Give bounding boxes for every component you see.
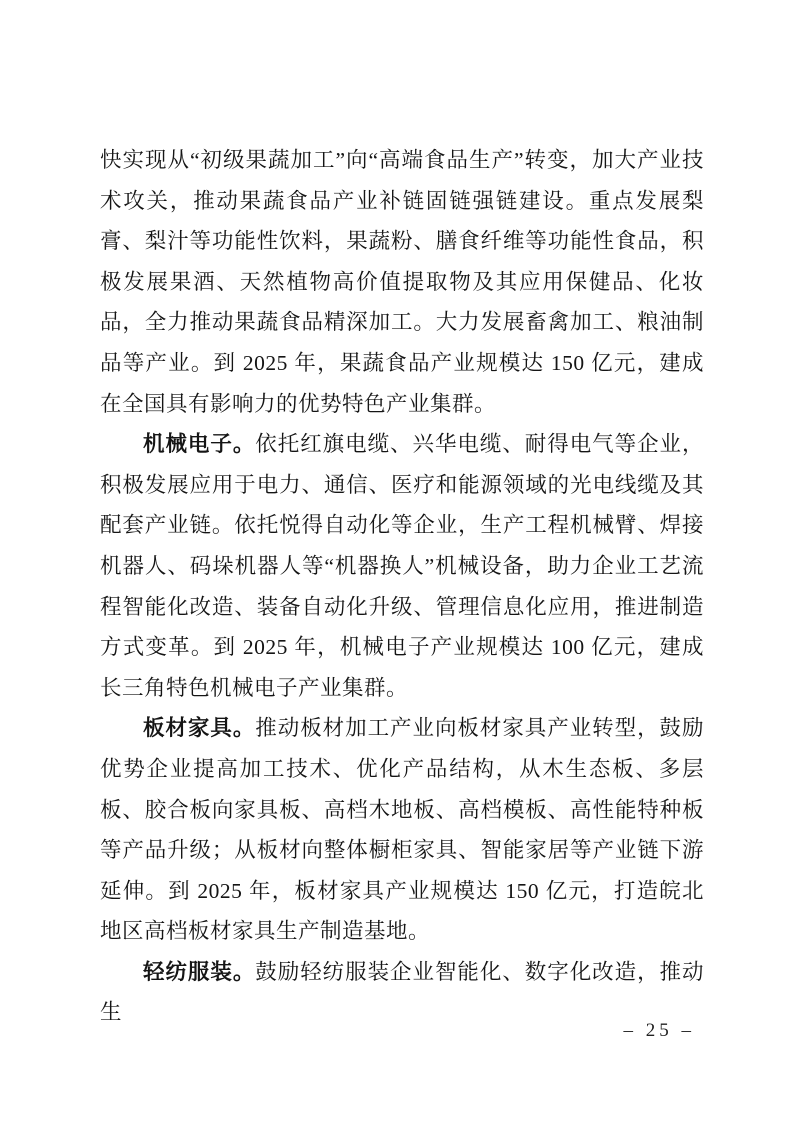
page-number: – 25 – <box>623 1020 695 1041</box>
paragraph-lead: 板材家具。 <box>143 716 256 741</box>
paragraph-board-furniture <box>100 708 704 952</box>
paragraph-text: 依托红旗电缆、兴华电缆、耐得电气等企业，积极发展应用于电力、通信、医疗和能源领域的光电线缆及其配套产业链。依托悦得自动化等企业，生产工程机械臂、焊接机器人、码垛机器人等“机器换人”机械设备，助力企业工艺流程智能化改造、装备自动化升级、管理信息化应用，推进制造方式变革。到 2025 年，机械电子产业规模达 100 亿元，建成长三角特色机械电子产业集群。 <box>100 432 704 700</box>
paragraph-lead: 机械电子。 <box>143 432 256 457</box>
paragraph-text: 推动板材加工产业向板材家具产业转型，鼓励优势企业提高加工技术、优化产品结构，从木生态板、多层板、胶合板向家具板、高档木地板、高档模板、高性能特种板等产品升级；从板材向整体橱柜家具、智能家居等产业链下游延伸。到 2025 年，板材家具产业规模达 150 亿元，打造皖北地区高档板材家具生产制造基地。 <box>100 716 704 944</box>
paragraph-text: 快实现从“初级果蔬加工”向“高端食品生产”转变，加大产业技术攻关，推动果蔬食品产业补链固链强链建设。重点发展梨膏、梨汁等功能性饮料，果蔬粉、膳食纤维等功能性食品，积极发展果酒、天然植物高价值提取物及其应用保健品、化妆品，全力推动果蔬食品精深加工。大力发展畜禽加工、粮油制品等产业。到 2025 年，果蔬食品产业规模达 150 亿元，建成在全国具有影响力的优势特色产业集群。 <box>100 148 704 416</box>
paragraph-fruit-vegetable-food <box>100 140 704 424</box>
document-body <box>100 140 704 1033</box>
paragraph-machinery-electronics <box>100 424 704 708</box>
paragraph-textile-apparel <box>100 952 704 1033</box>
paragraph-text: 鼓励轻纺服装企业智能化、数字化改造，推动生 <box>100 959 704 1025</box>
paragraph-lead: 轻纺服装。 <box>143 959 256 984</box>
